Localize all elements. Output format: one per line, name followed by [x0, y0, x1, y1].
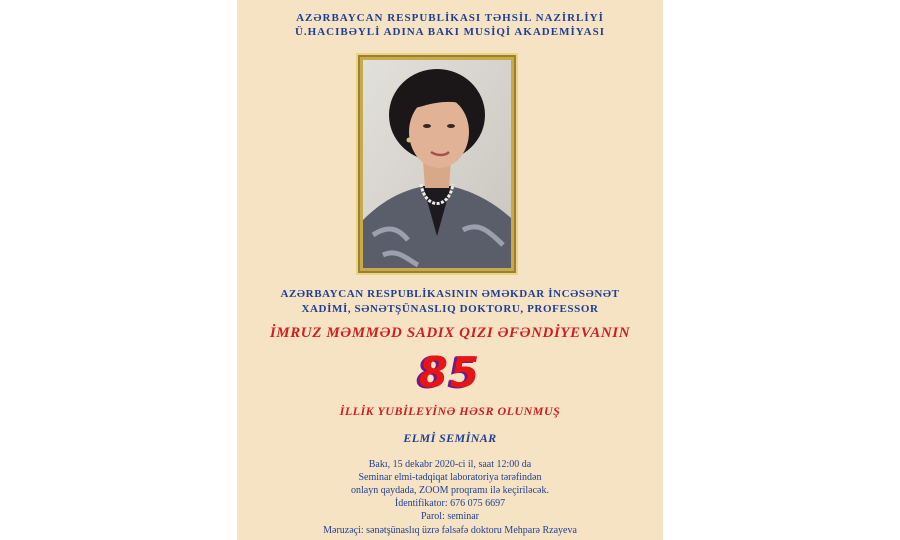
- portrait-photo: [363, 60, 511, 268]
- event-format: onlayn qaydada, ZOOM proqramı ilə keçiriləcək.: [351, 485, 549, 496]
- ministry-title: AZƏRBAYCAN RESPUBLİKASI TƏHSİL NAZİRLİYİ: [296, 12, 604, 24]
- event-organizer: Seminar elmi-tədqiqat laboratoriya tərəfindən: [358, 472, 542, 483]
- event-date: Bakı, 15 dekabr 2020-ci il, saat 12:00 da: [368, 459, 532, 470]
- academy-title: Ü.HACIBƏYLİ ADINA BAKI MUSİQİ AKADEMİYASI: [294, 26, 606, 38]
- portrait-illustration: [363, 60, 511, 268]
- zoom-identifier: İdentifikator: 676 075 6697: [394, 498, 506, 509]
- anniversary-subtitle: İLLİK YUBİLEYİNƏ HƏSR OLUNMUŞ: [339, 404, 561, 418]
- poster: [237, 0, 663, 540]
- zoom-password: Parol: seminar: [420, 511, 480, 522]
- honoree-name: İMRUZ MƏMMƏD SADIX QIZI ƏFƏNDİYEVANIN: [269, 325, 631, 341]
- event-title: ELMİ SEMİNAR: [403, 431, 497, 445]
- portrait-frame: [356, 53, 518, 275]
- honoree-title-line1: AZƏRBAYCAN RESPUBLİKASININ ƏMƏKDAR İNCƏSƏNƏT: [280, 288, 620, 300]
- event-reporter: Məruzəçi: sənətşünaslıq üzrə fəlsəfə doktoru Mehparə Rzayeva: [323, 525, 577, 536]
- anniversary-number: 85: [418, 348, 482, 397]
- honoree-title-line2: XADİMİ, SƏNƏTŞÜNASLIQ DOKTORU, PROFESSOR: [301, 303, 599, 315]
